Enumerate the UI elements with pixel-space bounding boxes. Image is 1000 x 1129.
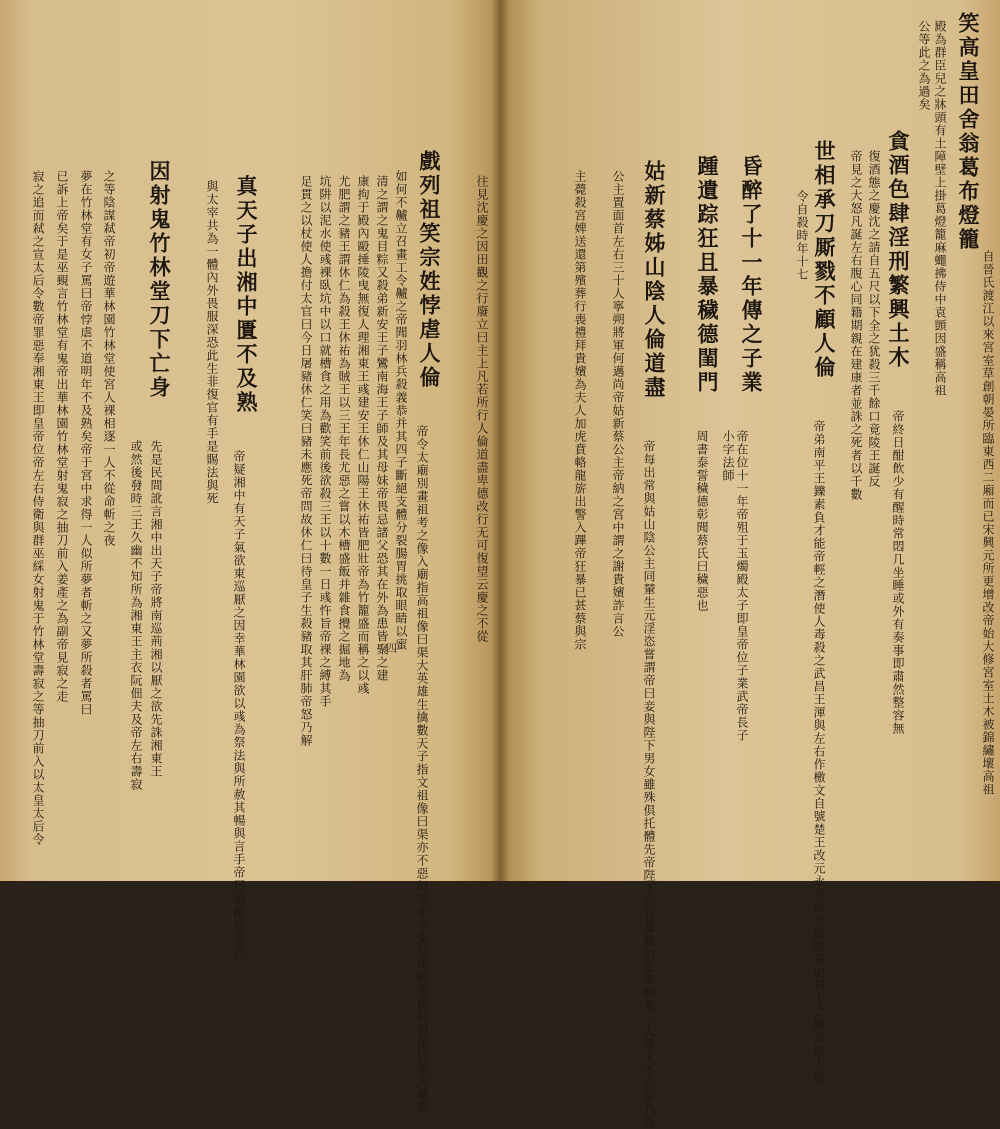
commentary-line: 周書泰誓穢德彰聞蔡氏曰穢惡也 [695, 430, 709, 612]
commentary-line: 復酒態之慶沈之請自五尺以下全之犹殺三千餘口竟陵王誕反 [867, 150, 881, 488]
commentary-line: 帝疑湘中有天子氣欲東巡厭之因幸華林園欲以彧為祭法與所赦其暢與言手帝曰道路皆言宮 [232, 450, 246, 957]
commentary-line: 殿為群臣兒之牀頭有土障壁上掛葛燈籠麻蠅拂侍中袁顗因盛稱高祖 [933, 20, 947, 397]
commentary-line: 之等陰謀弒帝初帝遊華林園竹林堂使宮人裸相逐一人不從命斬之夜 [102, 170, 116, 547]
page-number: 四 [386, 642, 397, 655]
commentary-line: 夢在竹林堂有女子罵曰帝悖虐不道明年不及熟矣帝于宮中求得一人似所夢者斬之又夢所殺者罵曰 [79, 170, 93, 716]
commentary-line: 往見沈慶之因田觀之行廢立曰主上凡若所行人倫道盡卑德改行无可復望云慶之不從 [475, 175, 489, 643]
verse-line: 姑新蔡姊山陰人倫道盡 [642, 160, 667, 400]
commentary-line: 令自殺時年十七 [795, 190, 809, 281]
book-gutter [491, 0, 509, 881]
verse-line: 因射鬼竹林堂刀下亡身 [147, 160, 172, 400]
commentary-line: 足貫之以杖使人擔付太官曰今日屠豬休仁笑曰豬未應死帝問故休仁曰待皇子生殺豬取其肝肺帝怒乃解 [299, 175, 313, 747]
commentary-line: 或然後發時三王久幽不知所為湘東王主衣阮佃夫及帝左右壽寂 [129, 440, 143, 791]
commentary-line: 尤肥謂之豬王謂休仁為殺王休祐為賊王以三王年長尤惡之嘗以木槽盛飯并雜食攪之掘地為 [337, 175, 351, 682]
commentary-line: 帝每出常與姑山陰公主同輦生元淫恣嘗謂帝曰妾與陛下男女雖殊俱托體先帝陛下六宮萬數而妾惟駙馬一人事太不均帝乃為 [642, 440, 656, 1129]
commentary-line: 帝見之大怒凡誕左右腹心同籍期親在建康者並誅之死者以千數 [849, 150, 863, 501]
verse-line: 笑高皇田舍翁葛布燈籠 [956, 12, 981, 252]
commentary-line: 已訴上帝矣于是巫覡言竹林堂有鬼帝出華林園竹林堂射鬼寂之抽刀前入姜產之為副帝見寂之走 [55, 170, 69, 703]
verse-line: 真天子出湘中匱不及熟 [234, 175, 259, 415]
commentary-line: 與太宰共為一體內外畏服深恐此生非復官有手是賜法與死 [205, 180, 219, 505]
commentary-line: 小字法師 [721, 430, 735, 482]
verse-line: 昏醉了十一年傳之子業 [739, 155, 764, 395]
verse-line: 貪酒色肆淫刑繁興土木 [886, 130, 911, 370]
commentary-line: 如何不齇立召畫工令齇之帝聞羽林兵殺義恭并其四子斷絕支體分裂腸胃挑取眼睛以蜜 [394, 170, 408, 651]
verse-line: 戲列祖笑宗姓悖虐人倫 [417, 150, 442, 390]
commentary-line: 帝在位十一年帝殂于玉燭殿太子即皇帝位子業武帝長子 [735, 430, 749, 742]
commentary-line: 帝弟南平王鑠素負才能帝輕之潛使人毒殺之武昌王渾與左右作檄文自號楚王改元永光以為戲咲長史封上之廢為庶人逼 [812, 420, 826, 1083]
left-page [0, 0, 500, 1114]
commentary-line: 康拘于殿內毆捶陵曳無復人理湘東王彧建安王休仁山陽王休祐皆肥壯帝為竹籠盛而稱之以彧 [356, 175, 370, 695]
commentary-line: 公主置面首左右三十人寧朔將軍何邁尚帝姑新蔡公主帝納之宮中謂之謝貴嬪詐言公 [611, 170, 625, 638]
commentary-line: 寂之追而弒之宣太后令數帝罪惡奉湘東王即皇帝位帝左右侍衛與群巫綵女射鬼于竹林堂壽寂之等抽刀前入以太皇太后令 [31, 170, 45, 846]
commentary-line: 先是民間訛言湘中出天子帝將南巡荊湘以厭之欲先誅湘東王 [149, 440, 163, 778]
commentary-line: 主薨殺宮婢送還第殯葬行喪禮拜貴嬪為夫人加虎賁輅龍旂出警入蹕帝狂暴已甚蔡與宗 [573, 170, 587, 651]
commentary-line: 坑阱以泥水使彧裸臥坑中以口就槽食之用為歡笑前後欲殺三王以十數一日彧忤旨帝裸之縛其手 [318, 175, 332, 708]
commentary-line: 自晉氏渡江以來宮室草創朝晏所臨東西二廂而已宋興元所更增改帝始大修宮室土木被錦繡壞高祖 [981, 250, 995, 796]
commentary-line: 清之謂之鬼目粽又殺弟新安王子鸞南海王子師及其母妹帝畏忌諸父恐其在外為患皆聚之建 [375, 175, 389, 682]
verse-line: 世相承刀厮戮不顧人倫 [812, 140, 837, 380]
commentary-line: 帝令太廟別畫祖考之像入廟指高祖像曰渠大英雄生擒數天子指文祖像曰渠亦不惡但末年不免兒所斫頭指世祖像曰渠大齇鼻 [415, 425, 429, 1114]
commentary-line: 帝終日酣飲少有醒時常悶几坐睡或外有奏事即肅然整容無 [891, 410, 905, 735]
commentary-line: 公等此之為過矣 [917, 20, 931, 111]
verse-line: 踵遺踪狂且暴穢德閨門 [695, 155, 720, 395]
right-page [500, 0, 1000, 1129]
